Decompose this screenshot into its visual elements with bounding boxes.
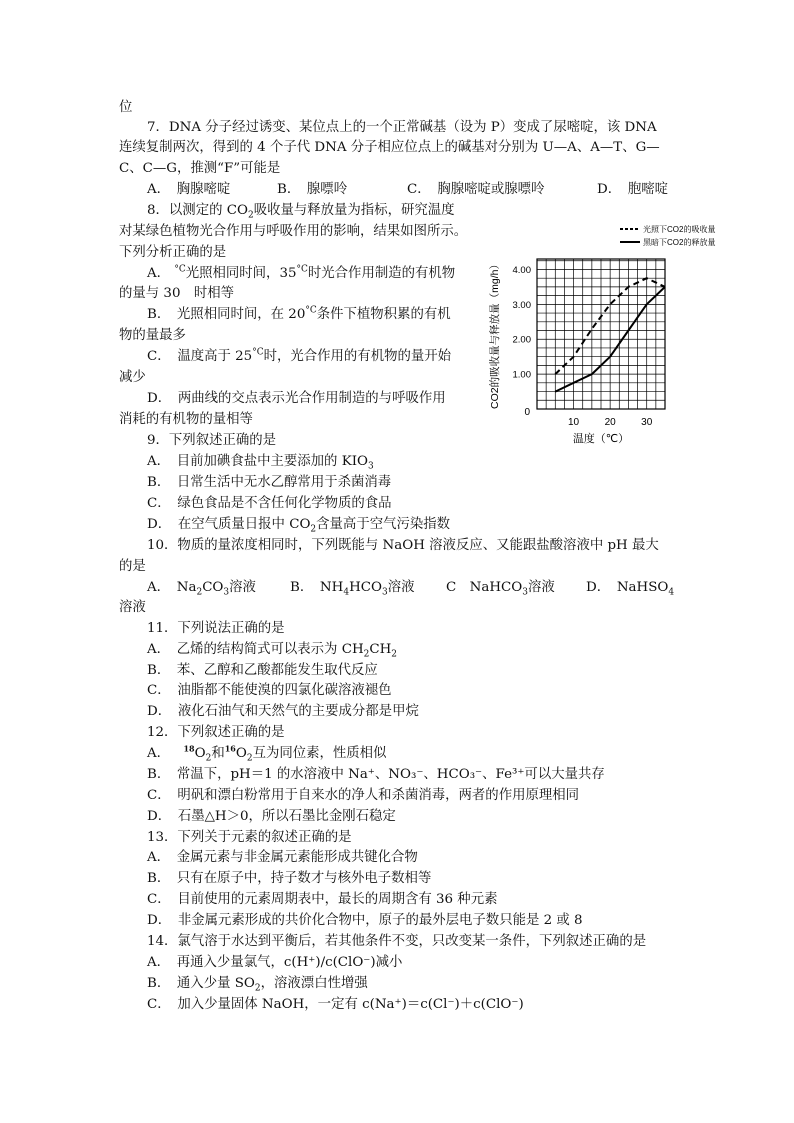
- y-tick-label: 4.00: [512, 264, 531, 276]
- q10-b-post: 溶液: [387, 580, 415, 595]
- q8-line1: [147, 201, 455, 221]
- q7-line2: 连续复制两次，得到的 4 个子代 DNA 分子相应位点上的碱基对分别为 U—A、A—T、G—: [119, 140, 660, 155]
- q14-b-pre: B． 通入少量 SO: [147, 976, 255, 991]
- q9-a-text: A． 目前加碘食盐中主要添加的 KIO: [147, 454, 368, 469]
- q10-b-sub2: 3: [381, 587, 388, 598]
- x-tick-label: 10: [568, 417, 580, 428]
- q8-option-d2: 消耗的有机物的量相等: [119, 412, 253, 427]
- q8-a-post: 时光合作用制造的有机物: [307, 266, 456, 281]
- q7-options: [147, 180, 668, 200]
- q8-line2: 对某绿色植物光合作用与呼吸作用的影响，结果如图所示。: [119, 224, 468, 239]
- q10-b-sub1: 4: [343, 587, 350, 598]
- q13-option-d: D． 非金属元素形成的共价化合物中，原子的最外层电子数只能是 2 或 8: [147, 913, 583, 928]
- q10-d-pre: D． NaHSO: [586, 580, 669, 595]
- q12-option-b: B． 常温下，pH＝1 的水溶液中 Na⁺、NO₃⁻、HCO₃⁻、Fe³⁺可以大量共存: [147, 767, 605, 782]
- q8-option-a1: [147, 264, 455, 284]
- q8-c-post: 时，光合作用的有机物的量开始: [263, 349, 452, 364]
- q12-a-iso1: 18: [183, 743, 195, 754]
- q11-stem: 11．下列说法正确的是: [147, 621, 285, 636]
- chart-grid: [537, 259, 665, 409]
- q8-a-degree2: °C: [296, 264, 308, 275]
- q8-a-mid: 光照相同时间，35: [185, 266, 297, 281]
- y-axis-label: CO2的吸收量与释放量（mg/h）: [489, 259, 501, 409]
- q12-a-o1: O: [194, 746, 206, 761]
- q8-line1-b: 吸收量与释放量为指标，研究温度: [253, 203, 455, 218]
- q7-line3: C、C—G，推测“F”可能是: [119, 161, 281, 176]
- x-axis-label: 温度（℃）: [572, 433, 630, 445]
- q7-option-c: C． 胸腺嘧啶或腺嘌呤: [407, 182, 545, 197]
- q12-a-pre: A．: [147, 746, 171, 761]
- q12-a-sub2: 2: [246, 753, 253, 764]
- q11-a-sub1: 2: [363, 649, 370, 660]
- q10-c-pre: C NaHCO: [446, 580, 523, 595]
- q8-b-pre: B． 光照相同时间，在 20: [147, 307, 306, 322]
- q7-option-d: D． 胞嘧啶: [597, 182, 668, 197]
- q10-option-c: [446, 578, 586, 598]
- q11-option-b: B． 苯、乙醇和乙酸都能发生取代反应: [147, 663, 378, 678]
- x-tick-label: 20: [604, 417, 616, 428]
- chart-legend: [620, 224, 715, 247]
- q13-option-c: C． 目前使用的元素周期表中，最长的周期含有 36 种元素: [147, 892, 498, 907]
- q13-option-a: A． 金属元素与非金属元素能形成共键化合物: [147, 850, 418, 865]
- q7-option-a: A． 胸腺嘧啶: [147, 182, 231, 197]
- q10-c-sub: 3: [522, 587, 528, 598]
- q8-c-pre: C． 温度高于 25: [147, 349, 253, 364]
- q14-b-post: ，溶液漂白性增强: [260, 976, 368, 991]
- q9-d-pre: D． 在空气质量日报中 CO: [147, 517, 311, 532]
- q8-sub: 2: [247, 210, 254, 221]
- q10-b-mid: HCO: [349, 580, 382, 595]
- q8-option-c1: [147, 347, 451, 367]
- q11-a-sub2: 2: [391, 649, 398, 660]
- q11-option-c: C． 油脂都不能使溴的四氯化碳溶液褪色: [147, 683, 392, 698]
- q14-option-b: [147, 974, 368, 994]
- q8-option-b2: 物的量最多: [119, 328, 186, 343]
- y-tick-label: 3.00: [512, 299, 531, 311]
- q8-line1-a: 8．以测定的 CO: [147, 203, 248, 218]
- q9-option-c: C． 绿色食品是不含任何化学物质的食品: [147, 496, 392, 511]
- q9-option-b: B． 日常生活中无水乙醇常用于杀菌消毒: [147, 475, 392, 490]
- x-tick-label: 30: [641, 417, 653, 428]
- q12-stem: 12．下列叙述正确的是: [147, 725, 285, 740]
- q10-a-pre: A． Na: [147, 580, 197, 595]
- y-tick-label: 1.00: [512, 369, 531, 381]
- q12-option-d: D． 石墨△H＞0，所以石墨比金刚石稳定: [147, 809, 396, 824]
- q11-option-a: [147, 640, 397, 660]
- q13-stem: 13．下列关于元素的叙述正确的是: [147, 830, 352, 845]
- q12-a-and: 和: [211, 746, 225, 761]
- q9-option-a: [147, 452, 374, 472]
- q10-c-post: 溶液: [527, 580, 555, 595]
- q10-line4: 溶液: [119, 600, 146, 615]
- line-wei: 位: [119, 100, 133, 115]
- q12-a-sub1: 2: [205, 753, 212, 764]
- q10-d-sub: 4: [668, 587, 675, 598]
- q10-line1: 10．物质的量浓度相同时，下列既能与 NaOH 溶液反应、又能跟盐酸溶液中 pH 最大: [147, 538, 659, 553]
- legend-label: 光照下CO2的吸收量: [643, 225, 716, 234]
- q8-b-post: 条件下植物积累的有机: [316, 307, 451, 322]
- q8-b-degree: °C: [305, 305, 317, 316]
- q10-a-post: 溶液: [229, 580, 256, 595]
- q9-d-post: 含量高于空气污染指数: [316, 517, 451, 532]
- q8-a-degree: °C: [174, 264, 186, 275]
- q10-option-a: [147, 578, 290, 598]
- legend-label: 黑暗下CO2的释放量: [643, 238, 716, 247]
- q12-option-c: C． 明矾和漂白粉常用于自来水的净人和杀菌消毒，两者的作用原理相同: [147, 788, 580, 803]
- q14-stem: 14．氯气溶于水达到平衡后，若其他条件不变，只改变某一条件，下列叙述正确的是: [147, 934, 647, 949]
- q10-options: [147, 578, 674, 598]
- q14-option-a: A． 再通入少量氯气，c(H⁺)/c(ClO⁻)减小: [147, 955, 403, 970]
- co2-chart: [480, 222, 716, 447]
- q12-a-o2: O: [235, 746, 247, 761]
- q9-option-d: [147, 515, 450, 535]
- q12-option-a: [147, 744, 386, 764]
- q8-option-a2: 的量与 30 时相等: [119, 286, 235, 301]
- q9-a-sub: 3: [367, 461, 374, 472]
- q8-option-c2: 减少: [119, 370, 146, 385]
- q10-option-b: [290, 578, 446, 598]
- q10-a-sub2: 3: [223, 587, 230, 598]
- q8-line3: 下列分析正确的是: [119, 245, 227, 260]
- q10-option-d: [586, 578, 674, 598]
- q7-option-b: B． 腺嘌呤: [277, 182, 348, 197]
- q12-a-iso2: 16: [224, 743, 236, 754]
- q8-option-b1: [147, 305, 451, 325]
- q10-a-mid: CO: [202, 580, 224, 595]
- q14-b-sub: 2: [254, 983, 261, 994]
- q7-line1: 7．DNA 分子经过诱变、某位点上的一个正常碱基（设为 P）变成了尿嘧啶，该 DNA: [147, 120, 657, 135]
- q8-a-prefix: A．: [147, 266, 171, 281]
- q11-a-mid: CH: [369, 642, 392, 657]
- q10-line2: 的是: [119, 559, 146, 574]
- q11-a-pre: A． 乙烯的结构简式可以表示为 CH: [147, 642, 364, 657]
- q11-option-d: D． 液化石油气和天然气的主要成分都是甲烷: [147, 704, 419, 719]
- q14-option-c: C． 加入少量固体 NaOH，一定有 c(Na⁺)＝c(Cl⁻)＋c(ClO⁻): [147, 997, 524, 1012]
- q12-a-post: 互为同位素，性质相似: [252, 746, 387, 761]
- q10-a-sub1: 2: [196, 587, 203, 598]
- q9-d-sub: 2: [310, 524, 317, 535]
- q8-option-d1: D． 两曲线的交点表示光合作用制造的与呼吸作用: [147, 391, 446, 406]
- y-tick-label: 2.00: [512, 334, 531, 346]
- q10-b-pre: B． NH: [290, 580, 344, 595]
- origin-label: 0: [524, 407, 530, 418]
- q13-option-b: B． 只有在原子中，持子数才与核外电子数相等: [147, 871, 432, 886]
- q9-stem: 9．下列叙述正确的是: [147, 433, 277, 448]
- q8-c-degree: °C: [252, 347, 264, 358]
